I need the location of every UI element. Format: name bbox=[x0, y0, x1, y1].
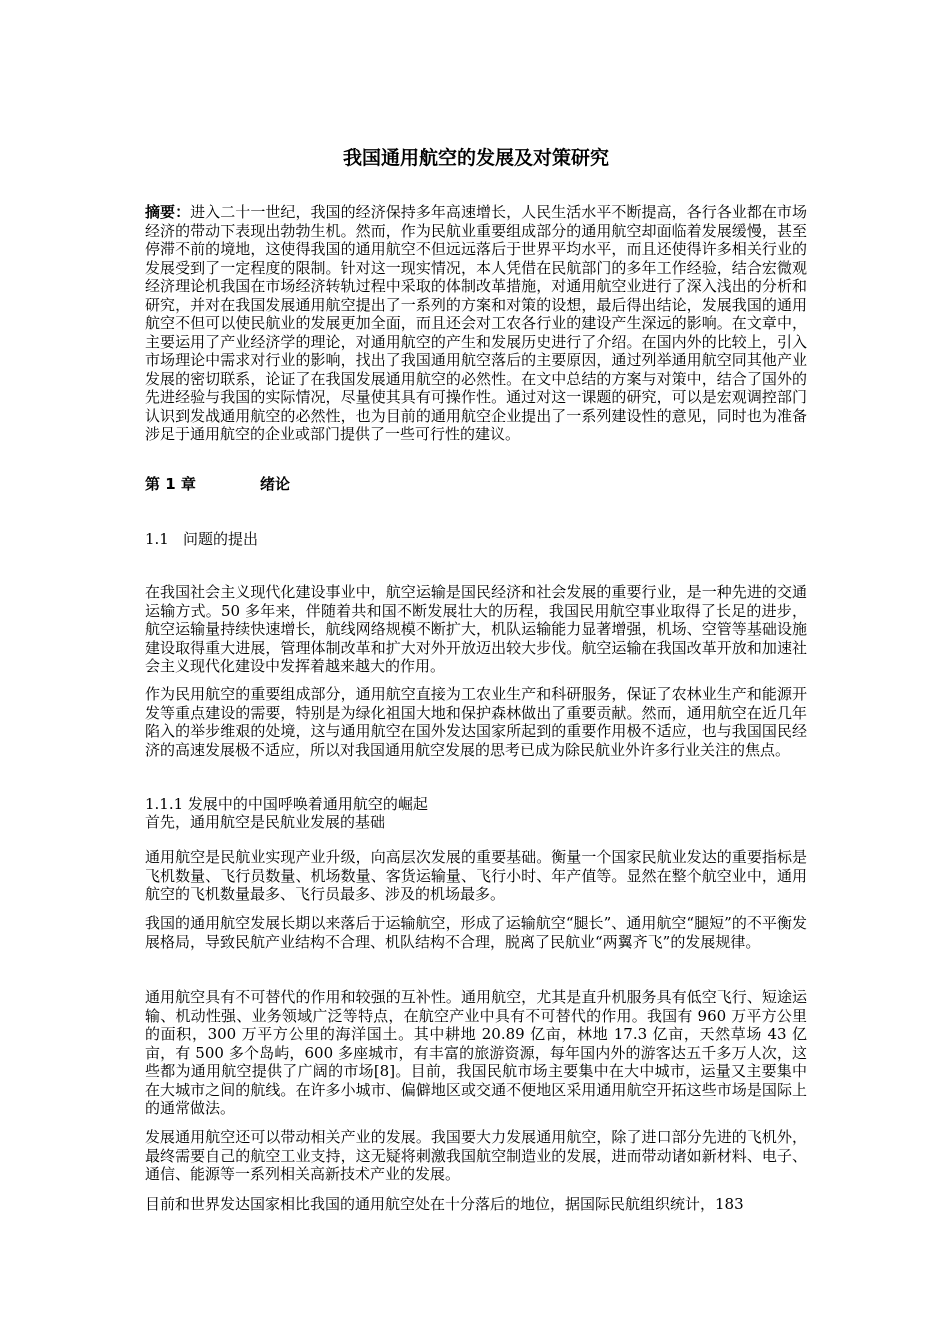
subsection-heading: 1.1.1 发展中的中国呼唤着通用航空的崛起 bbox=[145, 795, 428, 813]
document-title: 我国通用航空的发展及对策研究 bbox=[342, 147, 609, 169]
subsection-intro: 首先，通用航空是民航业发展的基础 bbox=[145, 813, 386, 831]
section-heading bbox=[145, 529, 258, 549]
body-paragraph: 通用航空具有不可替代的作用和较强的互补性。通用航空，尤其是直升机服务具有低空飞行、短途运输、机动性强、业务领域广泛等特点，在航空产业中具有不可替代的作用。我国有 960 万平方公里的面积，300 万平方公里的海洋国土。其中耕地 20.89 亿亩，林地 17.3 亿亩，天然草场 43 亿亩，有 500 多个岛屿，600 多座城市，有丰富的旅游资源，每年国内外的游客达五千多万人次，这些都为通用航空提供了广阔的市场[8]。目前，我国民航市场主要集中在大中城市，运量又主要集中在大城市之间的航线。在许多小城市、偏僻地区或交通不便地区采用通用航空开拓这些市场是国际上的通常做法。 bbox=[145, 988, 807, 1117]
chapter-heading bbox=[145, 474, 290, 494]
abstract-paragraph bbox=[145, 203, 807, 444]
body-paragraph-start: 目前和世界发达国家相比我国的通用航空处在十分落后的地位，据国际民航组织统计，183 bbox=[145, 1195, 744, 1213]
section-title: 问题的提出 bbox=[183, 530, 259, 548]
section-number: 1.1 bbox=[145, 530, 169, 548]
body-paragraph: 作为民用航空的重要组成部分，通用航空直接为工农业生产和科研服务，保证了农林业生产和能源开发等重点建设的需要，特别是为绿化祖国大地和保护森林做出了重要贡献。然而，通用航空在近几年陷入的举步维艰的处境，这与通用航空在国外发达国家所起到的重要作用极不适应，也与我国国民经济的高速发展极不适应，所以对我国通用航空发展的思考已成为除民航业外许多行业关注的焦点。 bbox=[145, 685, 807, 759]
body-paragraph: 我国的通用航空发展长期以来落后于运输航空，形成了运输航空“腿长”、通用航空“腿短”的不平衡发展格局，导致民航产业结构不合理、机队结构不合理，脱离了民航业“两翼齐飞”的发展规律。 bbox=[145, 914, 807, 951]
chapter-number: 第 1 章 bbox=[145, 475, 196, 493]
chapter-title: 绪论 bbox=[260, 475, 291, 493]
body-paragraph: 发展通用航空还可以带动相关产业的发展。我国要大力发展通用航空，除了进口部分先进的飞机外，最终需要自己的航空工业支持，这无疑将刺激我国航空制造业的发展，进而带动诸如新材料、电子、通信、能源等一系列相关高新技术产业的发展。 bbox=[145, 1128, 807, 1183]
abstract-label: 摘要： bbox=[145, 203, 191, 221]
body-paragraph: 在我国社会主义现代化建设事业中，航空运输是国民经济和社会发展的重要行业，是一种先进的交通运输方式。50 多年来，伴随着共和国不断发展壮大的历程，我国民用航空事业取得了长足的进步，航空运输量持续快速增长，航线网络规模不断扩大，机队运输能力显著增强，机场、空管等基础设施建设取得重大进展，管理体制改革和扩大对外开放迈出较大步伐。航空运输在我国改革开放和加速社会主义现代化建设中发挥着越来越大的作用。 bbox=[145, 583, 807, 675]
body-paragraph: 通用航空是民航业实现产业升级，向高层次发展的重要基础。衡量一个国家民航业发达的重要指标是飞机数量、飞行员数量、机场数量、客货运输量、飞行小时、年产值等。显然在整个航空业中，通用航空的飞机数量最多、飞行员最多、涉及的机场最多。 bbox=[145, 848, 807, 903]
abstract-text: 进入二十一世纪，我国的经济保持多年高速增长，人民生活水平不断提高，各行各业都在市场经济的带动下表现出勃勃生机。然而，作为民航业重要组成部分的通用航空却面临着发展缓慢，甚至停滞不前的境地，这使得我国的通用航空不但远远落后于世界平均水平，而且还使得许多相关行业的发展受到了一定程度的限制。针对这一现实情况，本人凭借在民航部门的多年工作经验，结合宏微观经济理论机我国在市场经济转轨过程中采取的体制改革措施，对通用航空业进行了深入浅出的分析和研究，并对在我国发展通用航空提出了一系列的方案和对策的设想，最后得出结论，发展我国的通用航空不但可以使民航业的发展更加全面，而且还会对工农各行业的建设产生深远的影响。在文章中，主要运用了产业经济学的理论，对通用航空的产生和发展历史进行了介绍。在国内外的比较上，引入市场理论中需求对行业的影响，找出了我国通用航空落后的主要原因，通过列举通用航空同其他产业发展的密切联系，论证了在我国发展通用航空的必然性。在文中总结的方案与对策中，结合了国外的先进经验与我国的实际情况，尽量使其具有可操作性。通过对这一课题的研究，可以是宏观调控部门认识到发战通用航空的必然性，也为目前的通用航空企业提出了一系列建设性的意见，同时也为准备涉足于通用航空的企业或部门提供了一些可行性的建议。 bbox=[145, 203, 807, 443]
